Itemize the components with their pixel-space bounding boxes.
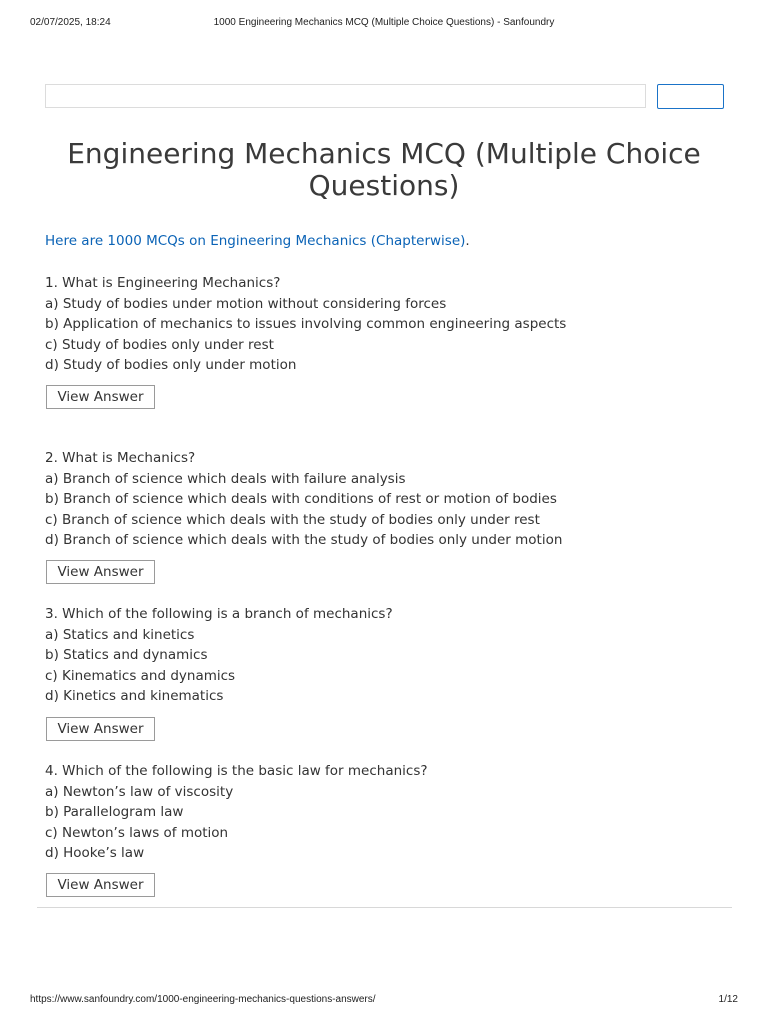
page-url: https://www.sanfoundry.com/1000-engineering-mechanics-questions-answers/: [30, 994, 376, 1005]
view-answer-button[interactable]: View Answer: [46, 385, 155, 409]
chapterwise-link[interactable]: Here are 1000 MCQs on Engineering Mechanics (Chapterwise): [45, 233, 466, 249]
option-a: a) Newton’s law of viscosity: [45, 783, 234, 800]
intro-line: [45, 233, 470, 249]
option-b: b) Branch of science which deals with conditions of rest or motion of bodies: [45, 491, 557, 508]
search-button[interactable]: [657, 84, 724, 109]
option-d: d) Kinetics and kinematics: [45, 688, 224, 705]
option-d: d) Study of bodies only under motion: [45, 357, 297, 374]
question-text: 4. Which of the following is the basic law for mechanics?: [45, 763, 428, 779]
question-3: [45, 604, 393, 707]
option-b: b) Application of mechanics to issues involving common engineering aspects: [45, 316, 567, 333]
divider: [37, 907, 732, 908]
question-text: 1. What is Engineering Mechanics?: [45, 275, 281, 291]
view-answer-button[interactable]: View Answer: [46, 873, 155, 897]
option-a: a) Statics and kinetics: [45, 626, 195, 643]
option-c: c) Branch of science which deals with the study of bodies only under rest: [45, 511, 540, 528]
option-b: b) Statics and dynamics: [45, 647, 208, 664]
option-c: c) Newton’s laws of motion: [45, 824, 229, 841]
option-b: b) Parallelogram law: [45, 804, 184, 821]
intro-suffix: .: [465, 233, 470, 249]
view-answer-button[interactable]: View Answer: [46, 717, 155, 741]
option-a: a) Study of bodies under motion without considering forces: [45, 295, 447, 312]
print-page-title: 1000 Engineering Mechanics MCQ (Multiple Choice Questions) - Sanfoundry: [213, 17, 555, 28]
question-text: 2. What is Mechanics?: [45, 450, 196, 466]
question-4: [45, 761, 428, 864]
option-c: c) Kinematics and dynamics: [45, 667, 236, 684]
print-header: [0, 17, 768, 31]
view-answer-button[interactable]: View Answer: [46, 560, 155, 584]
option-d: d) Hooke’s law: [45, 845, 145, 862]
print-date: 02/07/2025, 18:24: [30, 17, 111, 28]
question-1: [45, 273, 566, 376]
option-a: a) Branch of science which deals with failure analysis: [45, 470, 406, 487]
print-footer: [0, 994, 768, 1008]
question-text: 3. Which of the following is a branch of mechanics?: [45, 606, 393, 622]
question-2: [45, 448, 562, 551]
search-input[interactable]: [45, 84, 646, 108]
option-c: c) Study of bodies only under rest: [45, 336, 274, 353]
option-d: d) Branch of science which deals with the study of bodies only under motion: [45, 532, 563, 549]
page-title: Engineering Mechanics MCQ (Multiple Choice Questions): [67, 137, 701, 202]
page-number: 1/12: [718, 994, 738, 1005]
